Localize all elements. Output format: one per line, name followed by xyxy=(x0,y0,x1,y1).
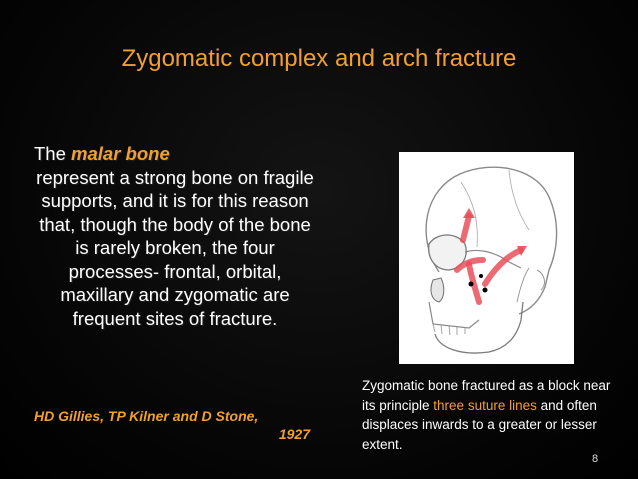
slide-title: Zygomatic complex and arch fracture xyxy=(121,45,517,72)
body-highlight-term: malar bone xyxy=(71,143,170,164)
citation-authors: HD Gillies, TP Kilner and D Stone, xyxy=(34,408,259,424)
caption-accent-text: three suture lines xyxy=(433,397,537,413)
page-number: 8 xyxy=(592,453,599,465)
body-rest-text: represent a strong bone on fragile supports, and it is for this reason that, though the body of the bone is rarely broken, the four processes- frontal, orbital, maxillary and zygomatic are frequent sites of fracture. xyxy=(36,166,314,329)
citation-year: 1927 xyxy=(278,426,310,442)
body-lead-line xyxy=(34,142,316,166)
caption-text-part2: and often displaces inwards to a greater or lesser extent. xyxy=(362,397,597,452)
skull-fracture-illustration-icon xyxy=(399,152,574,364)
figure-caption xyxy=(362,376,624,454)
skull-figure xyxy=(399,152,574,364)
body-paragraph xyxy=(34,142,316,330)
body-lead-word: The xyxy=(34,143,66,164)
caption-text-part1: Zygomatic bone fractured as a block near its principle xyxy=(362,378,611,413)
citation xyxy=(34,407,310,443)
